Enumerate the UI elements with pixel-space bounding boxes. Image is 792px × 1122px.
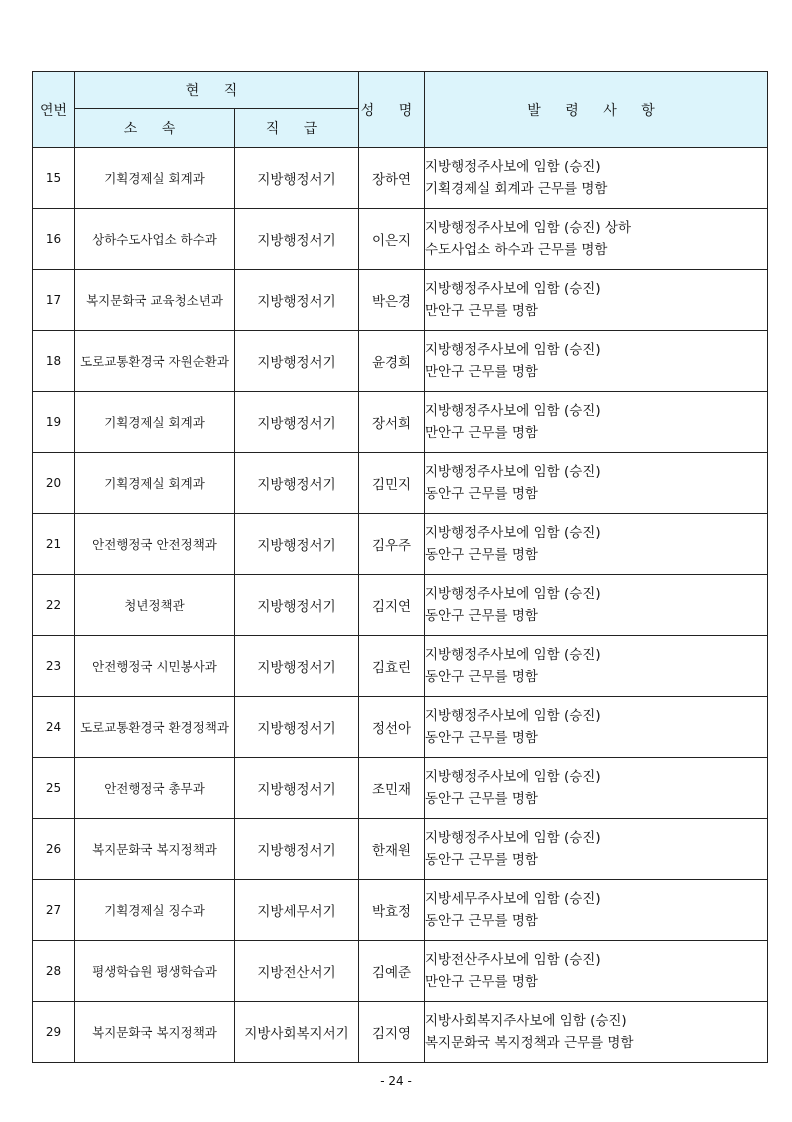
- table-row: [33, 148, 768, 209]
- row-order: [425, 758, 768, 819]
- row-affiliation: 도로교통환경국 환경정책과: [75, 697, 235, 758]
- header-order: 발 령 사 항: [425, 72, 768, 148]
- order-line-2: 기획경제실 회계과 근무를 명함: [425, 181, 608, 197]
- row-order: [425, 148, 768, 209]
- order-line-2: 동안구 근무를 명함: [425, 486, 538, 502]
- row-name: 김지연: [359, 575, 425, 636]
- row-rank: 지방행정서기: [235, 575, 359, 636]
- row-order: [425, 636, 768, 697]
- row-number: 28: [33, 941, 75, 1002]
- row-name: 윤경희: [359, 331, 425, 392]
- table-row: [33, 575, 768, 636]
- row-name: 한재원: [359, 819, 425, 880]
- row-order: [425, 1002, 768, 1063]
- order-line-1: 지방행정주사보에 임함 (승진): [425, 159, 601, 175]
- order-line-2: 동안구 근무를 명함: [425, 730, 538, 746]
- order-line-1: 지방행정주사보에 임함 (승진): [425, 830, 601, 846]
- row-number: 22: [33, 575, 75, 636]
- order-line-2: 동안구 근무를 명함: [425, 913, 538, 929]
- table-body: [33, 148, 768, 1063]
- row-affiliation: 기획경제실 징수과: [75, 880, 235, 941]
- row-affiliation: 안전행정국 안전정책과: [75, 514, 235, 575]
- row-name: 김지영: [359, 1002, 425, 1063]
- row-number: 24: [33, 697, 75, 758]
- order-line-1: 지방행정주사보에 임함 (승진): [425, 403, 601, 419]
- row-name: 장서희: [359, 392, 425, 453]
- row-name: 정선아: [359, 697, 425, 758]
- order-line-2: 동안구 근무를 명함: [425, 608, 538, 624]
- order-line-1: 지방행정주사보에 임함 (승진): [425, 525, 601, 541]
- row-number: 17: [33, 270, 75, 331]
- row-affiliation: 상하수도사업소 하수과: [75, 209, 235, 270]
- row-name: 김우주: [359, 514, 425, 575]
- row-name: 김효린: [359, 636, 425, 697]
- row-number: 25: [33, 758, 75, 819]
- row-rank: 지방행정서기: [235, 758, 359, 819]
- row-affiliation: 청년정책관: [75, 575, 235, 636]
- order-line-2: 만안구 근무를 명함: [425, 974, 538, 990]
- order-line-1: 지방세무주사보에 임함 (승진): [425, 891, 601, 907]
- row-rank: 지방행정서기: [235, 392, 359, 453]
- row-rank: 지방사회복지서기: [235, 1002, 359, 1063]
- row-affiliation: 복지문화국 복지정책과: [75, 1002, 235, 1063]
- table-row: [33, 1002, 768, 1063]
- row-affiliation: 안전행정국 시민봉사과: [75, 636, 235, 697]
- table-row: [33, 819, 768, 880]
- row-order: [425, 819, 768, 880]
- row-name: 장하연: [359, 148, 425, 209]
- table-row: [33, 880, 768, 941]
- row-name: 김민지: [359, 453, 425, 514]
- row-order: [425, 697, 768, 758]
- row-rank: 지방행정서기: [235, 209, 359, 270]
- row-order: [425, 575, 768, 636]
- order-line-2: 만안구 근무를 명함: [425, 425, 538, 441]
- header-name: 성 명: [359, 72, 425, 148]
- row-rank: 지방세무서기: [235, 880, 359, 941]
- row-rank: 지방행정서기: [235, 514, 359, 575]
- table-row: [33, 941, 768, 1002]
- order-line-2: 동안구 근무를 명함: [425, 852, 538, 868]
- row-affiliation: 기획경제실 회계과: [75, 392, 235, 453]
- row-number: 21: [33, 514, 75, 575]
- personnel-order-table: [32, 71, 768, 1063]
- row-affiliation: 평생학습원 평생학습과: [75, 941, 235, 1002]
- row-number: 18: [33, 331, 75, 392]
- header-current-position: 현 직: [75, 72, 359, 109]
- row-number: 20: [33, 453, 75, 514]
- order-line-2: 동안구 근무를 명함: [425, 791, 538, 807]
- row-name: 박은경: [359, 270, 425, 331]
- row-name: 이은지: [359, 209, 425, 270]
- order-line-2: 동안구 근무를 명함: [425, 547, 538, 563]
- row-order: [425, 392, 768, 453]
- order-line-1: 지방행정주사보에 임함 (승진): [425, 281, 601, 297]
- order-line-1: 지방행정주사보에 임함 (승진): [425, 464, 601, 480]
- table-row: [33, 758, 768, 819]
- order-line-2: 동안구 근무를 명함: [425, 669, 538, 685]
- order-line-1: 지방행정주사보에 임함 (승진): [425, 342, 601, 358]
- row-order: [425, 453, 768, 514]
- header-rank: 직 급: [235, 109, 359, 148]
- table-row: [33, 697, 768, 758]
- header-index: 연번: [33, 72, 75, 148]
- row-order: [425, 941, 768, 1002]
- table-row: [33, 270, 768, 331]
- row-rank: 지방행정서기: [235, 636, 359, 697]
- order-line-1: 지방행정주사보에 임함 (승진): [425, 708, 601, 724]
- row-rank: 지방행정서기: [235, 270, 359, 331]
- row-order: [425, 270, 768, 331]
- header-affiliation: 소 속: [75, 109, 235, 148]
- page-number: - 24 -: [380, 1074, 412, 1088]
- table-row: [33, 514, 768, 575]
- order-line-2: 만안구 근무를 명함: [425, 364, 538, 380]
- table-row: [33, 209, 768, 270]
- row-affiliation: 기획경제실 회계과: [75, 148, 235, 209]
- row-affiliation: 복지문화국 교육청소년과: [75, 270, 235, 331]
- row-number: 19: [33, 392, 75, 453]
- row-number: 29: [33, 1002, 75, 1063]
- row-affiliation: 도로교통환경국 자원순환과: [75, 331, 235, 392]
- order-line-2: 수도사업소 하수과 근무를 명함: [425, 242, 608, 258]
- row-affiliation: 기획경제실 회계과: [75, 453, 235, 514]
- row-number: 16: [33, 209, 75, 270]
- row-affiliation: 안전행정국 총무과: [75, 758, 235, 819]
- table-row: [33, 453, 768, 514]
- row-affiliation: 복지문화국 복지정책과: [75, 819, 235, 880]
- row-number: 23: [33, 636, 75, 697]
- table-row: [33, 392, 768, 453]
- row-name: 박효정: [359, 880, 425, 941]
- row-rank: 지방행정서기: [235, 148, 359, 209]
- table-row: [33, 331, 768, 392]
- order-line-1: 지방전산주사보에 임함 (승진): [425, 952, 601, 968]
- order-line-1: 지방행정주사보에 임함 (승진) 상하: [425, 220, 631, 236]
- order-line-1: 지방행정주사보에 임함 (승진): [425, 586, 601, 602]
- row-number: 27: [33, 880, 75, 941]
- row-rank: 지방행정서기: [235, 697, 359, 758]
- order-line-1: 지방행정주사보에 임함 (승진): [425, 769, 601, 785]
- table-header: [33, 72, 768, 148]
- order-line-2: 복지문화국 복지정책과 근무를 명함: [425, 1035, 634, 1051]
- row-number: 26: [33, 819, 75, 880]
- row-order: [425, 880, 768, 941]
- row-order: [425, 209, 768, 270]
- row-rank: 지방행정서기: [235, 331, 359, 392]
- order-line-2: 만안구 근무를 명함: [425, 303, 538, 319]
- order-line-1: 지방사회복지주사보에 임함 (승진): [425, 1013, 627, 1029]
- order-line-1: 지방행정주사보에 임함 (승진): [425, 647, 601, 663]
- row-rank: 지방행정서기: [235, 453, 359, 514]
- row-number: 15: [33, 148, 75, 209]
- row-name: 조민재: [359, 758, 425, 819]
- row-name: 김예준: [359, 941, 425, 1002]
- table-row: [33, 636, 768, 697]
- row-rank: 지방행정서기: [235, 819, 359, 880]
- row-rank: 지방전산서기: [235, 941, 359, 1002]
- row-order: [425, 331, 768, 392]
- row-order: [425, 514, 768, 575]
